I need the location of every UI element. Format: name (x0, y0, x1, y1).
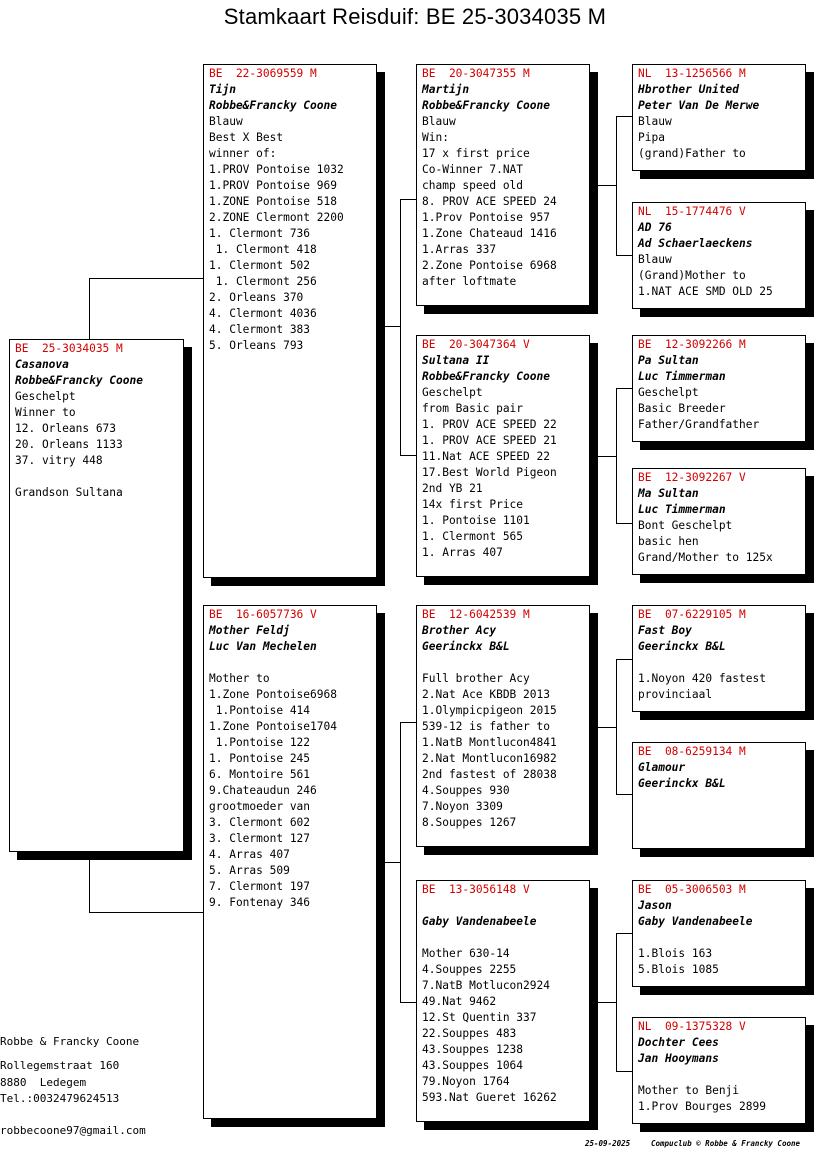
connector-line (616, 388, 617, 524)
result-line: 1. Pontoise 245 (209, 752, 311, 765)
breeder-name: Gaby Vandenabeele (422, 915, 537, 928)
result-line: Blauw (209, 115, 243, 128)
pigeon-card-sire-sire (416, 64, 590, 306)
result-line: 593.Nat Gueret 16262 (422, 1091, 557, 1104)
result-line: 43.Souppes 1064 (422, 1059, 524, 1072)
connector-line (616, 659, 632, 660)
pigeon-name: Mother Feldj (209, 624, 290, 637)
result-line (422, 655, 589, 671)
result-line: Mother 630-14 (422, 947, 510, 960)
result-line: 49.Nat 9462 (422, 995, 497, 1008)
breeder-name: Gaby Vandenabeele (638, 915, 753, 928)
result-line: 1. Clermont 418 (209, 243, 317, 256)
breeder-name: Geerinckx B&L (638, 640, 726, 653)
result-line: 3. Clermont 602 (209, 816, 311, 829)
result-line: 4. Clermont 383 (209, 323, 311, 336)
ring-number: BE 05-3006503 M (638, 883, 746, 896)
connector-line (89, 278, 90, 341)
connector-line (616, 523, 632, 524)
connector-line (384, 326, 400, 327)
result-line: 1.PROV Pontoise 1032 (209, 163, 344, 176)
result-line (638, 655, 805, 671)
result-line: 1. Clermont 256 (209, 275, 317, 288)
result-line: Blauw (638, 253, 672, 266)
result-line: grootmoeder van (209, 800, 311, 813)
result-line: 1.PROV Pontoise 969 (209, 179, 337, 192)
result-line: 7. Clermont 197 (209, 880, 311, 893)
connector-line (400, 722, 416, 723)
result-line: 539-12 is father to (422, 720, 550, 733)
pigeon-name: Brother Acy (422, 624, 497, 637)
result-line: 1.Pontoise 414 (209, 704, 311, 717)
connector-line (616, 659, 617, 795)
pigeon-card-sss (632, 64, 806, 171)
result-line: 37. vitry 448 (15, 454, 103, 467)
pigeon-name: Pa Sultan (638, 354, 699, 367)
result-line: Geschelpt (15, 390, 76, 403)
result-line: Bont Geschelpt (638, 519, 733, 532)
ring-number: BE 08-6259134 M (638, 745, 746, 758)
result-line: Mother to Benji (638, 1084, 740, 1097)
pigeon-card-dds (632, 880, 806, 987)
owner-name: Robbe & Francky Coone (0, 1035, 140, 1048)
pigeon-name: Fast Boy (638, 624, 692, 637)
result-line: 1.Zone Chateaud 1416 (422, 227, 557, 240)
breeder-name: Robbe&Francky Coone (15, 374, 143, 387)
connector-line (616, 794, 632, 795)
result-line: 12.St Quentin 337 (422, 1011, 537, 1024)
pigeon-name: Hbrother United (638, 83, 740, 96)
result-line: 1. Clermont 565 (422, 530, 524, 543)
result-line: 2.ZONE Clermont 2200 (209, 211, 344, 224)
connector-line (616, 116, 632, 117)
connector-line (400, 455, 416, 456)
result-line: 1.Zone Pontoise6968 (209, 688, 337, 701)
result-line: 20. Orleans 1133 (15, 438, 123, 451)
connector-line (616, 933, 632, 934)
footer-credit: Compuclub © Robbe & Francky Coone (651, 1139, 801, 1148)
ring-number: BE 22-3069559 M (209, 67, 317, 80)
result-line (422, 930, 589, 946)
result-line: 5. Arras 509 (209, 864, 290, 877)
pigeon-card-sire-dam (416, 335, 590, 577)
ring-number: BE 07-6229105 M (638, 608, 746, 621)
pigeon-card-ssd (632, 202, 806, 309)
result-line: after loftmate (422, 275, 517, 288)
connector-line (400, 199, 416, 200)
result-line: 2.Nat Montlucon16982 (422, 752, 557, 765)
ring-number: BE 20-3047364 V (422, 338, 530, 351)
breeder-name: Geerinckx B&L (638, 777, 726, 790)
result-line: 1.Olympicpigeon 2015 (422, 704, 557, 717)
result-line: Grand/Mother to 125x (638, 551, 773, 564)
result-line: Blauw (638, 115, 672, 128)
result-line: 2. Orleans 370 (209, 291, 304, 304)
connector-line (616, 116, 617, 256)
result-line: basic hen (638, 535, 699, 548)
result-line: Geschelpt (638, 386, 699, 399)
result-line: Father/Grandfather (638, 418, 760, 431)
ring-number: BE 12-3092266 M (638, 338, 746, 351)
connector-line (597, 1002, 616, 1003)
result-line: 9.Chateaudun 246 (209, 784, 317, 797)
result-line: 3. Clermont 127 (209, 832, 311, 845)
ring-number: NL 09-1375328 V (638, 1020, 746, 1033)
pigeon-card-sds (632, 335, 806, 442)
pigeon-card-ddd (632, 1017, 806, 1124)
connector-line (89, 858, 90, 913)
pigeon-name: Glamour (638, 761, 686, 774)
result-line: 1. PROV ACE SPEED 21 (422, 434, 557, 447)
breeder-name: Peter Van De Merwe (638, 99, 760, 112)
result-line: 1. PROV ACE SPEED 22 (422, 418, 557, 431)
result-line (209, 655, 376, 671)
result-line: 1. Clermont 502 (209, 259, 311, 272)
result-line: 1.Zone Pontoise1704 (209, 720, 337, 733)
breeder-name: Luc Timmerman (638, 370, 726, 383)
result-line: 8. PROV ACE SPEED 24 (422, 195, 557, 208)
result-line: Blauw (422, 115, 456, 128)
breeder-name: Robbe&Francky Coone (422, 99, 550, 112)
pigeon-card-sdd (632, 468, 806, 575)
result-line: 7.Noyon 3309 (422, 800, 503, 813)
owner-email[interactable]: robbecoone97@gmail.com (0, 1124, 146, 1137)
ring-number: NL 15-1774476 V (638, 205, 746, 218)
result-line: 2.Zone Pontoise 6968 (422, 259, 557, 272)
result-line (15, 469, 183, 485)
pigeon-name: Ma Sultan (638, 487, 699, 500)
result-line: 1.NatB Montlucon4841 (422, 736, 557, 749)
ring-number: NL 13-1256566 M (638, 67, 746, 80)
result-line: 1. Arras 407 (422, 546, 503, 559)
result-line: 2nd fastest of 28038 (422, 768, 557, 781)
pigeon-card-dam (203, 605, 377, 1119)
result-line: Winner to (15, 406, 76, 419)
breeder-name: Ad Schaerlaeckens (638, 237, 753, 250)
result-line: champ speed old (422, 179, 524, 192)
connector-line (616, 255, 632, 256)
result-line: Geschelpt (422, 386, 483, 399)
result-line: Grandson Sultana (15, 486, 123, 499)
result-line: 1.NAT ACE SMD OLD 25 (638, 285, 773, 298)
owner-phone: Tel.:0032479624513 (0, 1092, 120, 1105)
pigeon-name: Sultana II (422, 354, 490, 367)
result-line: winner of: (209, 147, 277, 160)
pigeon-name: Casanova (15, 358, 69, 371)
result-line (638, 930, 805, 946)
result-line: 4. Clermont 4036 (209, 307, 317, 320)
breeder-name: Geerinckx B&L (422, 640, 510, 653)
pigeon-card-dss (632, 605, 806, 712)
owner-city: 8880 Ledegem (0, 1076, 87, 1089)
result-line: 8.Souppes 1267 (422, 816, 517, 829)
result-line (638, 1067, 805, 1083)
result-line: Best X Best (209, 131, 284, 144)
result-line: 4.Souppes 930 (422, 784, 510, 797)
result-line: 17 x first price (422, 147, 530, 160)
pigeon-card-dam-sire (416, 605, 590, 847)
ring-number: BE 13-3056148 V (422, 883, 530, 896)
result-line: 9. Fontenay 346 (209, 896, 311, 909)
result-line: (grand)Father to (638, 147, 746, 160)
result-line: 4. Arras 407 (209, 848, 290, 861)
pigeon-card-subject (9, 339, 184, 852)
result-line: 1. Pontoise 1101 (422, 514, 530, 527)
pigeon-name: AD 76 (638, 221, 672, 234)
pigeon-name: Martijn (422, 83, 470, 96)
ring-number: BE 20-3047355 M (422, 67, 530, 80)
result-line: Basic Breeder (638, 402, 726, 415)
result-line: 1.Prov Bourges 2899 (638, 1100, 766, 1113)
ring-number: BE 12-6042539 M (422, 608, 530, 621)
result-line: 1. Clermont 736 (209, 227, 311, 240)
breeder-name: Robbe&Francky Coone (422, 370, 550, 383)
ring-number: BE 12-3092267 V (638, 471, 746, 484)
result-line: 79.Noyon 1764 (422, 1075, 510, 1088)
connector-line (616, 1071, 632, 1072)
pigeon-name: Dochter Cees (638, 1036, 719, 1049)
connector-line (597, 185, 616, 186)
result-line: 1.Noyon 420 fastest (638, 672, 766, 685)
connector-line (616, 933, 617, 1072)
connector-line (400, 722, 401, 1003)
page-title: Stamkaart Reisduif: BE 25-3034035 M (223, 4, 607, 29)
owner-street: Rollegemstraat 160 (0, 1059, 120, 1072)
ring-number: BE 25-3034035 M (15, 342, 123, 355)
breeder-name: Robbe&Francky Coone (209, 99, 337, 112)
result-line: 5. Orleans 793 (209, 339, 304, 352)
result-line: 7.NatB Motlucon2924 (422, 979, 550, 992)
connector-line (616, 388, 632, 389)
result-line: Co-Winner 7.NAT (422, 163, 524, 176)
result-line: 1.Pontoise 122 (209, 736, 311, 749)
result-line: 11.Nat ACE SPEED 22 (422, 450, 550, 463)
pigeon-card-dsd (632, 742, 806, 849)
result-line: 12. Orleans 673 (15, 422, 117, 435)
result-line: 1.Prov Pontoise 957 (422, 211, 550, 224)
result-line: Full brother Acy (422, 672, 530, 685)
connector-line (597, 456, 616, 457)
result-line: Win: (422, 131, 449, 144)
footer-date: 25-09-2025 (585, 1139, 631, 1148)
connector-line (384, 862, 400, 863)
pigeon-card-dam-dam (416, 880, 590, 1122)
breeder-name: Luc Van Mechelen (209, 640, 317, 653)
connector-line (89, 278, 204, 279)
result-line: 4.Souppes 2255 (422, 963, 517, 976)
result-line: 2.Nat Ace KBDB 2013 (422, 688, 550, 701)
result-line: 5.Blois 1085 (638, 963, 719, 976)
result-line: Pipa (638, 131, 665, 144)
result-line: 22.Souppes 483 (422, 1027, 517, 1040)
result-line: 2nd YB 21 (422, 482, 483, 495)
result-line: 1.Arras 337 (422, 243, 497, 256)
result-line: 1.ZONE Pontoise 518 (209, 195, 337, 208)
result-line: 43.Souppes 1238 (422, 1043, 524, 1056)
pigeon-name: Tijn (209, 83, 236, 96)
breeder-name: Luc Timmerman (638, 503, 726, 516)
result-line: Mother to (209, 672, 270, 685)
connector-line (400, 199, 401, 456)
connector-line (89, 912, 204, 913)
connector-line (400, 1002, 416, 1003)
pigeon-card-sire (203, 64, 377, 578)
result-line: (Grand)Mother to (638, 269, 746, 282)
pigeon-name (422, 898, 589, 914)
result-line: 14x first Price (422, 498, 524, 511)
result-line: 17.Best World Pigeon (422, 466, 557, 479)
ring-number: BE 16-6057736 V (209, 608, 317, 621)
result-line: provinciaal (638, 688, 713, 701)
result-line: 1.Blois 163 (638, 947, 713, 960)
pigeon-name: Jason (638, 899, 672, 912)
connector-line (597, 727, 616, 728)
result-line: 6. Montoire 561 (209, 768, 311, 781)
result-line: from Basic pair (422, 402, 524, 415)
breeder-name: Jan Hooymans (638, 1052, 719, 1065)
